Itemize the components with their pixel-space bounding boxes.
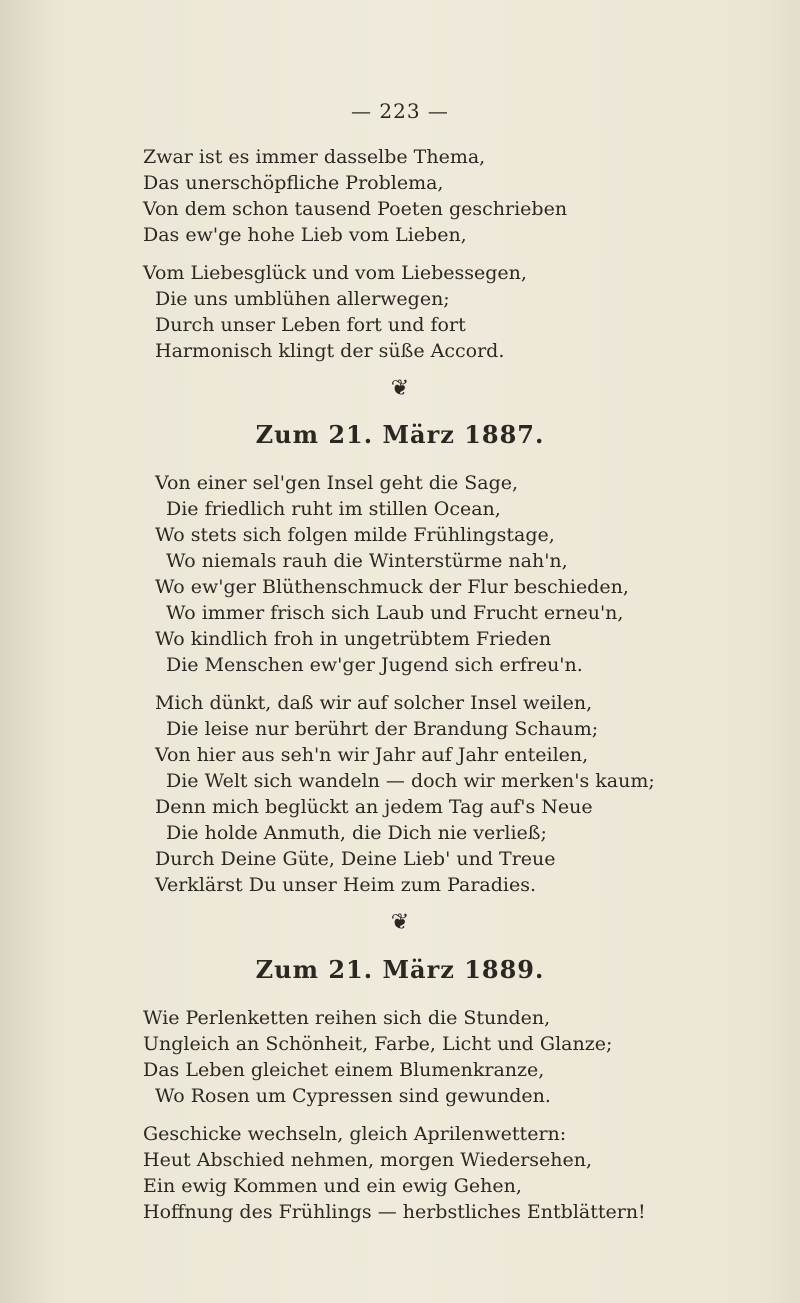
poem-heading: Zum 21. März 1887. [255, 420, 545, 449]
poem-line: Wo kindlich froh in ungetrübtem Frieden [155, 628, 552, 650]
poem-line: Wo stets sich folgen milde Frühlingstage, [155, 524, 555, 546]
poem-line: Verklärst Du unser Heim zum Paradies. [155, 874, 537, 896]
poem-heading: Zum 21. März 1889. [255, 955, 545, 984]
poem-line: Denn mich beglückt an jedem Tag auf's Neue [155, 796, 593, 818]
poem-line: Durch Deine Güte, Deine Lieb' und Treue [155, 848, 556, 870]
poem-line: Hoffnung des Frühlings — herbstliches Entblättern! [143, 1201, 646, 1223]
poem-line: Wo niemals rauh die Winterstürme nah'n, [166, 550, 568, 572]
poem-line: Geschicke wechseln, gleich Aprilenwettern: [143, 1123, 567, 1145]
poem-line: Zwar ist es immer dasselbe Thema, [143, 146, 486, 168]
ornament-divider: ❦ [390, 910, 410, 935]
poem-line: Wo Rosen um Cypressen sind gewunden. [155, 1085, 551, 1107]
poem-line: Harmonisch klingt der süße Accord. [155, 340, 505, 362]
poem-line: Durch unser Leben fort und fort [155, 314, 466, 336]
poem-line: Die Welt sich wandeln — doch wir merken's kaum; [166, 770, 655, 792]
poem-line: Die uns umblühen allerwegen; [155, 288, 450, 310]
poem-line: Das ew'ge hohe Lieb vom Lieben, [143, 224, 467, 246]
poem-line: Die Menschen ew'ger Jugend sich erfreu'n. [166, 654, 583, 676]
poem-line: Ungleich an Schönheit, Farbe, Licht und Glanze; [143, 1033, 613, 1055]
poem-line: Wie Perlenketten reihen sich die Stunden, [143, 1007, 551, 1029]
poem-line: Heut Abschied nehmen, morgen Wiedersehen, [143, 1149, 593, 1171]
poem-line: Das unerschöpfliche Problema, [143, 172, 444, 194]
poem-line: Von hier aus seh'n wir Jahr auf Jahr enteilen, [155, 744, 589, 766]
ornament-divider: ❦ [390, 376, 410, 401]
poem-line: Von dem schon tausend Poeten geschrieben [143, 198, 568, 220]
poem-line: Von einer sel'gen Insel geht die Sage, [155, 472, 519, 494]
poem-line: Die friedlich ruht im stillen Ocean, [166, 498, 501, 520]
page-number: — 223 — [351, 99, 449, 123]
poem-line: Die holde Anmuth, die Dich nie verließ; [166, 822, 547, 844]
poem-line: Wo immer frisch sich Laub und Frucht erneu'n, [166, 602, 624, 624]
poem-line: Vom Liebesglück und vom Liebessegen, [143, 262, 527, 284]
poem-line: Wo ew'ger Blüthenschmuck der Flur beschieden, [155, 576, 629, 598]
poem-line: Das Leben gleichet einem Blumenkranze, [143, 1059, 545, 1081]
poem-line: Mich dünkt, daß wir auf solcher Insel weilen, [155, 692, 593, 714]
poem-line: Ein ewig Kommen und ein ewig Gehen, [143, 1175, 522, 1197]
poem-line: Die leise nur berührt der Brandung Schaum; [166, 718, 599, 740]
